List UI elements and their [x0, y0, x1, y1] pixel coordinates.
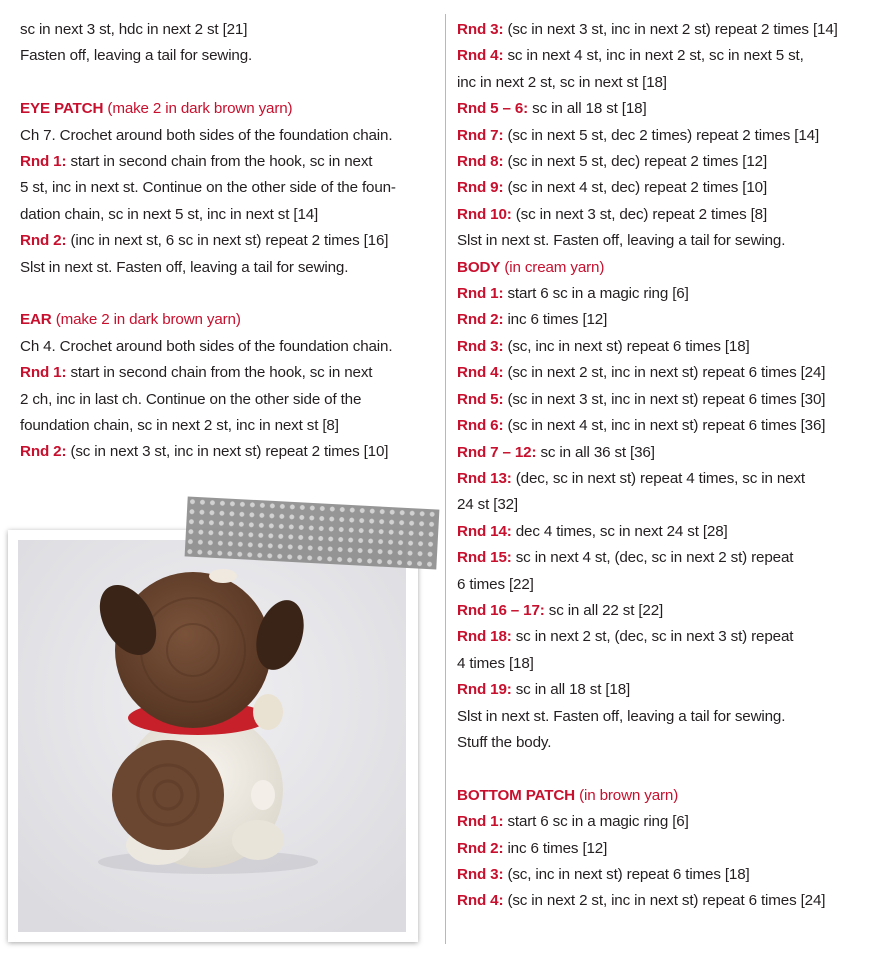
round-text: (dec, sc in next st) repeat 4 times, sc in next [515, 469, 805, 487]
round-label: Rnd 1: [20, 153, 67, 171]
round-text: (sc in next 3 st, dec) repeat 2 times [8] [515, 205, 768, 223]
round-text: (sc in next 3 st, inc in next st) repeat 2 times [10] [70, 443, 389, 461]
round-label: Rnd 2: [457, 311, 504, 329]
round-text: (sc in next 3 st, inc in next 2 st) repeat 2 times [14] [507, 21, 838, 38]
round-line [457, 360, 877, 386]
round-text: 4 times [18] [457, 654, 534, 672]
round-label: Rnd 5: [457, 390, 504, 408]
eye-patch-note: (make 2 in dark brown yarn) [107, 100, 293, 118]
bottom-patch-title: BOTTOM PATCH [457, 786, 575, 804]
round-text: inc 6 times [12] [507, 311, 608, 329]
round-line [457, 202, 877, 228]
round-text: dation chain, sc in next 5 st, inc in next st [14] [20, 205, 319, 223]
ear-intro: Ch 4. Crochet around both sides of the foundation chain. [20, 337, 393, 355]
round-line [457, 149, 877, 175]
round-label: Rnd 8: [457, 153, 504, 171]
round-line [457, 307, 877, 333]
round-label: Rnd 19: [457, 681, 512, 699]
round-text: start 6 sc in a magic ring [6] [507, 813, 689, 831]
intro-line: sc in next 3 st, hdc in next 2 st [21] [20, 21, 248, 38]
round-label: Rnd 4: [457, 892, 504, 910]
round-label: Rnd 14: [457, 522, 512, 540]
eye-patch-finish: Slst in next st. Fasten off, leaving a tail for sewing. [20, 258, 349, 276]
body-heading [457, 255, 877, 281]
round-label: Rnd 7: [457, 126, 504, 144]
intro-line: Fasten off, leaving a tail for sewing. [20, 47, 253, 65]
round-text: (sc in next 2 st, inc in next st) repeat 6 times [24] [507, 892, 826, 910]
round-label: Rnd 5 – 6: [457, 100, 529, 118]
round-line [457, 545, 877, 571]
round-label: Rnd 3: [457, 21, 504, 38]
eye-patch-rnd2 [20, 228, 438, 254]
round-label: Rnd 4: [457, 364, 504, 382]
puppy-photo [8, 530, 418, 942]
round-line [457, 466, 877, 492]
round-text: foundation chain, sc in next 2 st, inc in next st [8] [20, 417, 339, 435]
ear-heading [20, 307, 438, 333]
round-line [457, 334, 877, 360]
round-line [457, 836, 877, 862]
round-text: sc in next 4 st, (dec, sc in next 2 st) repeat [515, 549, 794, 567]
round-label: Rnd 10: [457, 205, 512, 223]
body-title: BODY [457, 258, 501, 276]
round-text: start in second chain from the hook, sc in next [70, 153, 373, 171]
round-text: (inc in next st, 6 sc in next st) repeat 2 times [16] [70, 232, 389, 250]
eye-patch-title: EYE PATCH [20, 100, 104, 118]
round-text: 2 ch, inc in last ch. Continue on the other side of the [20, 390, 362, 408]
round-text: 24 st [32] [457, 496, 518, 514]
round-text: sc in next 4 st, inc in next 2 st, sc in next 5 st, [507, 47, 804, 65]
round-label: Rnd 1: [457, 285, 504, 303]
eye-patch-heading [20, 96, 438, 122]
bottom-patch-note: (in brown yarn) [579, 786, 679, 804]
eye-patch-rnd1 [20, 149, 438, 175]
round-line [457, 809, 877, 835]
round-label: Rnd 7 – 12: [457, 443, 537, 461]
photo-image [18, 540, 406, 932]
round-label: Rnd 4: [457, 47, 504, 65]
round-label: Rnd 6: [457, 417, 504, 435]
round-text: (sc in next 3 st, inc in next st) repeat 6 times [30] [507, 390, 826, 408]
ear-rnd2 [20, 439, 438, 465]
round-line [457, 175, 877, 201]
round-text: sc in all 22 st [22] [548, 601, 664, 619]
round-text: inc 6 times [12] [507, 839, 608, 857]
round-text: (sc in next 2 st, inc in next st) repeat 6 times [24] [507, 364, 826, 382]
round-line [457, 96, 877, 122]
round-line [457, 281, 877, 307]
round-line [457, 43, 877, 69]
round-text: start 6 sc in a magic ring [6] [507, 285, 689, 303]
round-text: (sc in next 5 st, dec) repeat 2 times [12] [507, 153, 768, 171]
round-label: Rnd 2: [20, 443, 67, 461]
round-label: Rnd 1: [20, 364, 67, 382]
bottom-patch-heading [457, 783, 877, 809]
round-text: dec 4 times, sc in next 24 st [28] [515, 522, 728, 540]
body-finish: Slst in next st. Fasten off, leaving a tail for sewing. [457, 707, 786, 725]
body-note: (in cream yarn) [504, 258, 605, 276]
round-text: 6 times [22] [457, 575, 534, 593]
ear-rnd1 [20, 360, 438, 386]
column-divider [445, 14, 446, 944]
left-column [20, 17, 438, 466]
round-text: inc in next 2 st, sc in next st [18] [457, 73, 667, 91]
eye-patch-intro: Ch 7. Crochet around both sides of the foundation chain. [20, 126, 393, 144]
ear-note: (make 2 in dark brown yarn) [55, 311, 241, 329]
round-text: sc in all 18 st [18] [515, 681, 631, 699]
round-line [457, 888, 877, 914]
round-line [457, 862, 877, 888]
round-label: Rnd 1: [457, 813, 504, 831]
round-label: Rnd 2: [20, 232, 67, 250]
puppy-illustration [18, 540, 406, 932]
round-text: (sc in next 4 st, dec) repeat 2 times [10] [507, 179, 768, 197]
round-label: Rnd 16 – 17: [457, 601, 545, 619]
round-text: sc in next 2 st, (dec, sc in next 3 st) repeat [515, 628, 794, 646]
right-column [457, 17, 877, 915]
top-finish: Slst in next st. Fasten off, leaving a tail for sewing. [457, 232, 786, 250]
round-label: Rnd 15: [457, 549, 512, 567]
body-finish: Stuff the body. [457, 733, 552, 751]
round-label: Rnd 13: [457, 469, 512, 487]
round-text: 5 st, inc in next st. Continue on the other side of the foun- [20, 179, 396, 197]
round-text: (sc, inc in next st) repeat 6 times [18] [507, 865, 750, 883]
round-line [457, 677, 877, 703]
round-line [457, 519, 877, 545]
round-label: Rnd 18: [457, 628, 512, 646]
round-label: Rnd 3: [457, 337, 504, 355]
round-line [457, 413, 877, 439]
round-text: (sc in next 5 st, dec 2 times) repeat 2 times [14] [507, 126, 820, 144]
round-line [457, 440, 877, 466]
round-text: start in second chain from the hook, sc in next [70, 364, 373, 382]
ear-title: EAR [20, 311, 52, 329]
round-line [457, 17, 877, 43]
round-label: Rnd 3: [457, 865, 504, 883]
round-text: sc in all 36 st [36] [540, 443, 655, 461]
round-text: (sc in next 4 st, inc in next st) repeat 6 times [36] [507, 417, 826, 435]
round-line [457, 624, 877, 650]
round-line [457, 598, 877, 624]
round-label: Rnd 2: [457, 839, 504, 857]
round-text: sc in all 18 st [18] [532, 100, 647, 118]
round-line [457, 123, 877, 149]
round-label: Rnd 9: [457, 179, 504, 197]
round-text: (sc, inc in next st) repeat 6 times [18] [507, 337, 750, 355]
round-line [457, 387, 877, 413]
